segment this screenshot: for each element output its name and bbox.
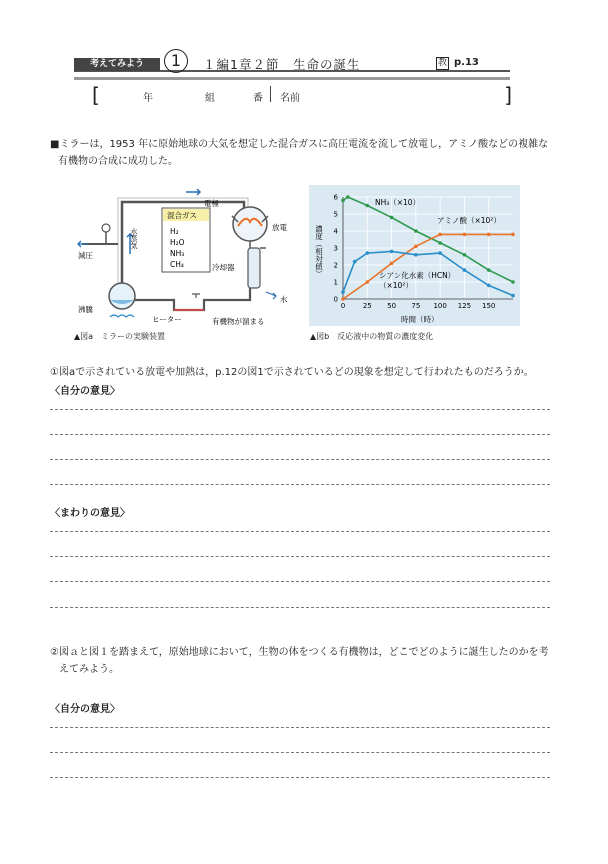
- q1-own-heading: 〈自分の意見〉: [50, 386, 120, 397]
- q1-others-heading: 〈まわりの意見〉: [50, 508, 130, 519]
- textbook-page-ref: p.13: [454, 57, 479, 68]
- data-point-amino: [390, 262, 394, 266]
- y-tick-label: 2: [333, 261, 338, 270]
- data-point-hcn: [414, 253, 418, 257]
- data-point-hcn: [463, 268, 467, 272]
- data-point-amino: [341, 297, 345, 301]
- data-point-amino: [438, 233, 442, 237]
- boiling-flask: [109, 283, 135, 309]
- answer-line[interactable]: [50, 556, 550, 557]
- data-point-hcn: [341, 290, 345, 294]
- student-info-row: [92, 84, 512, 106]
- water-arrow-icon: [266, 292, 276, 299]
- x-tick-label: 75: [411, 302, 421, 310]
- intro-line-1: ■ミラーは，1953 年に原始地球の大気を想定した混合ガスに高圧電流を流して放電し，アミノ酸などの複雑な: [50, 139, 549, 150]
- answer-line[interactable]: [50, 409, 550, 410]
- figure-a-caption: ▲図a ミラーの実験装置: [74, 332, 166, 341]
- data-point-hcn: [511, 294, 515, 298]
- x-tick-label: 50: [387, 302, 397, 310]
- x-tick-label: 25: [362, 302, 372, 310]
- bracket-open: [: [92, 83, 100, 107]
- data-point-hcn: [487, 284, 491, 288]
- question-2: [50, 644, 562, 678]
- label-h2: H₂: [170, 227, 179, 236]
- label-vapor: 水蒸気: [130, 228, 138, 249]
- legend-hcn-scale: （×10²）: [379, 281, 413, 290]
- textbook-icon: 教: [437, 58, 447, 68]
- data-point-amino: [414, 245, 418, 249]
- data-point-amino: [487, 233, 491, 237]
- data-point-nh3: [487, 268, 491, 272]
- legend-amino: アミノ酸（×10²）: [437, 216, 501, 225]
- label-nh3: NH₃: [170, 249, 185, 258]
- label-heater: ヒーター: [152, 315, 182, 324]
- name-field[interactable]: 名前: [280, 93, 300, 104]
- data-point-nh3: [390, 216, 394, 220]
- label-ch4: CH₄: [170, 260, 184, 269]
- answer-line[interactable]: [50, 607, 550, 608]
- y-tick-label: 6: [333, 193, 338, 202]
- data-point-nh3: [463, 253, 467, 257]
- header-rule-bottom: [74, 77, 510, 80]
- q2-own-heading: 〈自分の意見〉: [50, 704, 120, 715]
- label-electrode: 電極: [204, 199, 219, 208]
- answer-line[interactable]: [50, 531, 550, 532]
- answer-line[interactable]: [50, 459, 550, 460]
- data-point-amino: [365, 280, 369, 284]
- data-point-amino: [463, 233, 467, 237]
- x-tick-label: 100: [433, 302, 447, 310]
- worksheet-tag: 考えてみよう: [74, 58, 160, 71]
- sample-tap: [192, 294, 200, 298]
- data-point-hcn: [390, 250, 394, 254]
- class-field[interactable]: 組: [205, 93, 215, 104]
- data-point-hcn: [353, 260, 357, 264]
- answer-line[interactable]: [50, 434, 550, 435]
- y-tick-label: 3: [333, 244, 338, 253]
- label-collect: 有機物が溜まる: [212, 317, 265, 326]
- y-tick-label: 5: [333, 210, 338, 219]
- y-tick-label: 0: [333, 295, 338, 304]
- figure-b-caption: ▲図b 反応液中の物質の濃度変化: [310, 332, 434, 341]
- intro-text: [50, 136, 560, 170]
- label-mixed-gas: 混合ガス: [167, 211, 197, 220]
- data-point-nh3: [365, 204, 369, 208]
- concentration-chart: [309, 185, 520, 326]
- data-point-amino: [511, 233, 515, 237]
- label-water: 水: [280, 295, 288, 304]
- chart-x-label: 時間（時）: [401, 315, 439, 324]
- x-tick-label: 125: [457, 302, 472, 310]
- number-field[interactable]: 番: [253, 93, 263, 104]
- label-cooler: 冷却器: [212, 263, 235, 272]
- data-point-nh3: [511, 280, 515, 284]
- data-point-nh3: [438, 241, 442, 245]
- x-tick-label: 150: [482, 302, 496, 310]
- cooler: [248, 248, 260, 288]
- label-boil: 沸騰: [78, 305, 93, 314]
- data-point-hcn: [365, 251, 369, 255]
- label-discharge: 放電: [272, 223, 287, 232]
- name-separator: [270, 86, 271, 102]
- year-field[interactable]: 年: [143, 93, 153, 104]
- cooler-joint: [250, 241, 266, 248]
- intro-line-2: 有機物の合成に成功した。: [58, 156, 178, 167]
- chapter-title: １編1章２節 生命の誕生: [203, 57, 361, 72]
- heater-icon: [110, 315, 134, 317]
- chart-y-label: 濃度（相対値）: [314, 225, 324, 278]
- vacuum-arrow-icon: [78, 241, 88, 247]
- worksheet-number: 1: [164, 49, 188, 73]
- x-tick-label: 0: [340, 302, 346, 310]
- answer-line[interactable]: [50, 484, 550, 485]
- data-point-nh3: [341, 199, 345, 203]
- bracket-close: ]: [504, 83, 512, 107]
- answer-line[interactable]: [50, 727, 550, 728]
- label-vacuum: 減圧: [78, 251, 93, 260]
- answer-line[interactable]: [50, 777, 550, 778]
- y-tick-label: 4: [333, 227, 338, 236]
- data-point-nh3: [414, 229, 418, 233]
- legend-hcn: シアン化水素（HCN）: [379, 271, 456, 280]
- question-2-line-2: えてみよう。: [59, 664, 119, 675]
- answer-line[interactable]: [50, 581, 550, 582]
- return-tube: [135, 288, 250, 310]
- legend-nh3: NH₃（×10）: [375, 198, 421, 207]
- data-point-nh3: [346, 195, 350, 199]
- question-2-line-1: ②図ａと図１を踏まえて，原始地球において，生物の体をつくる有機物は，どこでどのように誕生したのかを考: [50, 647, 549, 658]
- answer-line[interactable]: [50, 752, 550, 753]
- stopcock: [102, 224, 110, 232]
- label-h2o: H₂O: [170, 238, 185, 247]
- y-tick-label: 1: [333, 278, 338, 287]
- question-1: ①図aで示されている放電や加熱は，p.12の図1で示されているどの現象を想定して行われたものだろうか。: [50, 367, 534, 378]
- flow-arrow-icon: [186, 189, 200, 195]
- data-point-hcn: [438, 251, 442, 255]
- miller-apparatus-diagram: [74, 184, 300, 326]
